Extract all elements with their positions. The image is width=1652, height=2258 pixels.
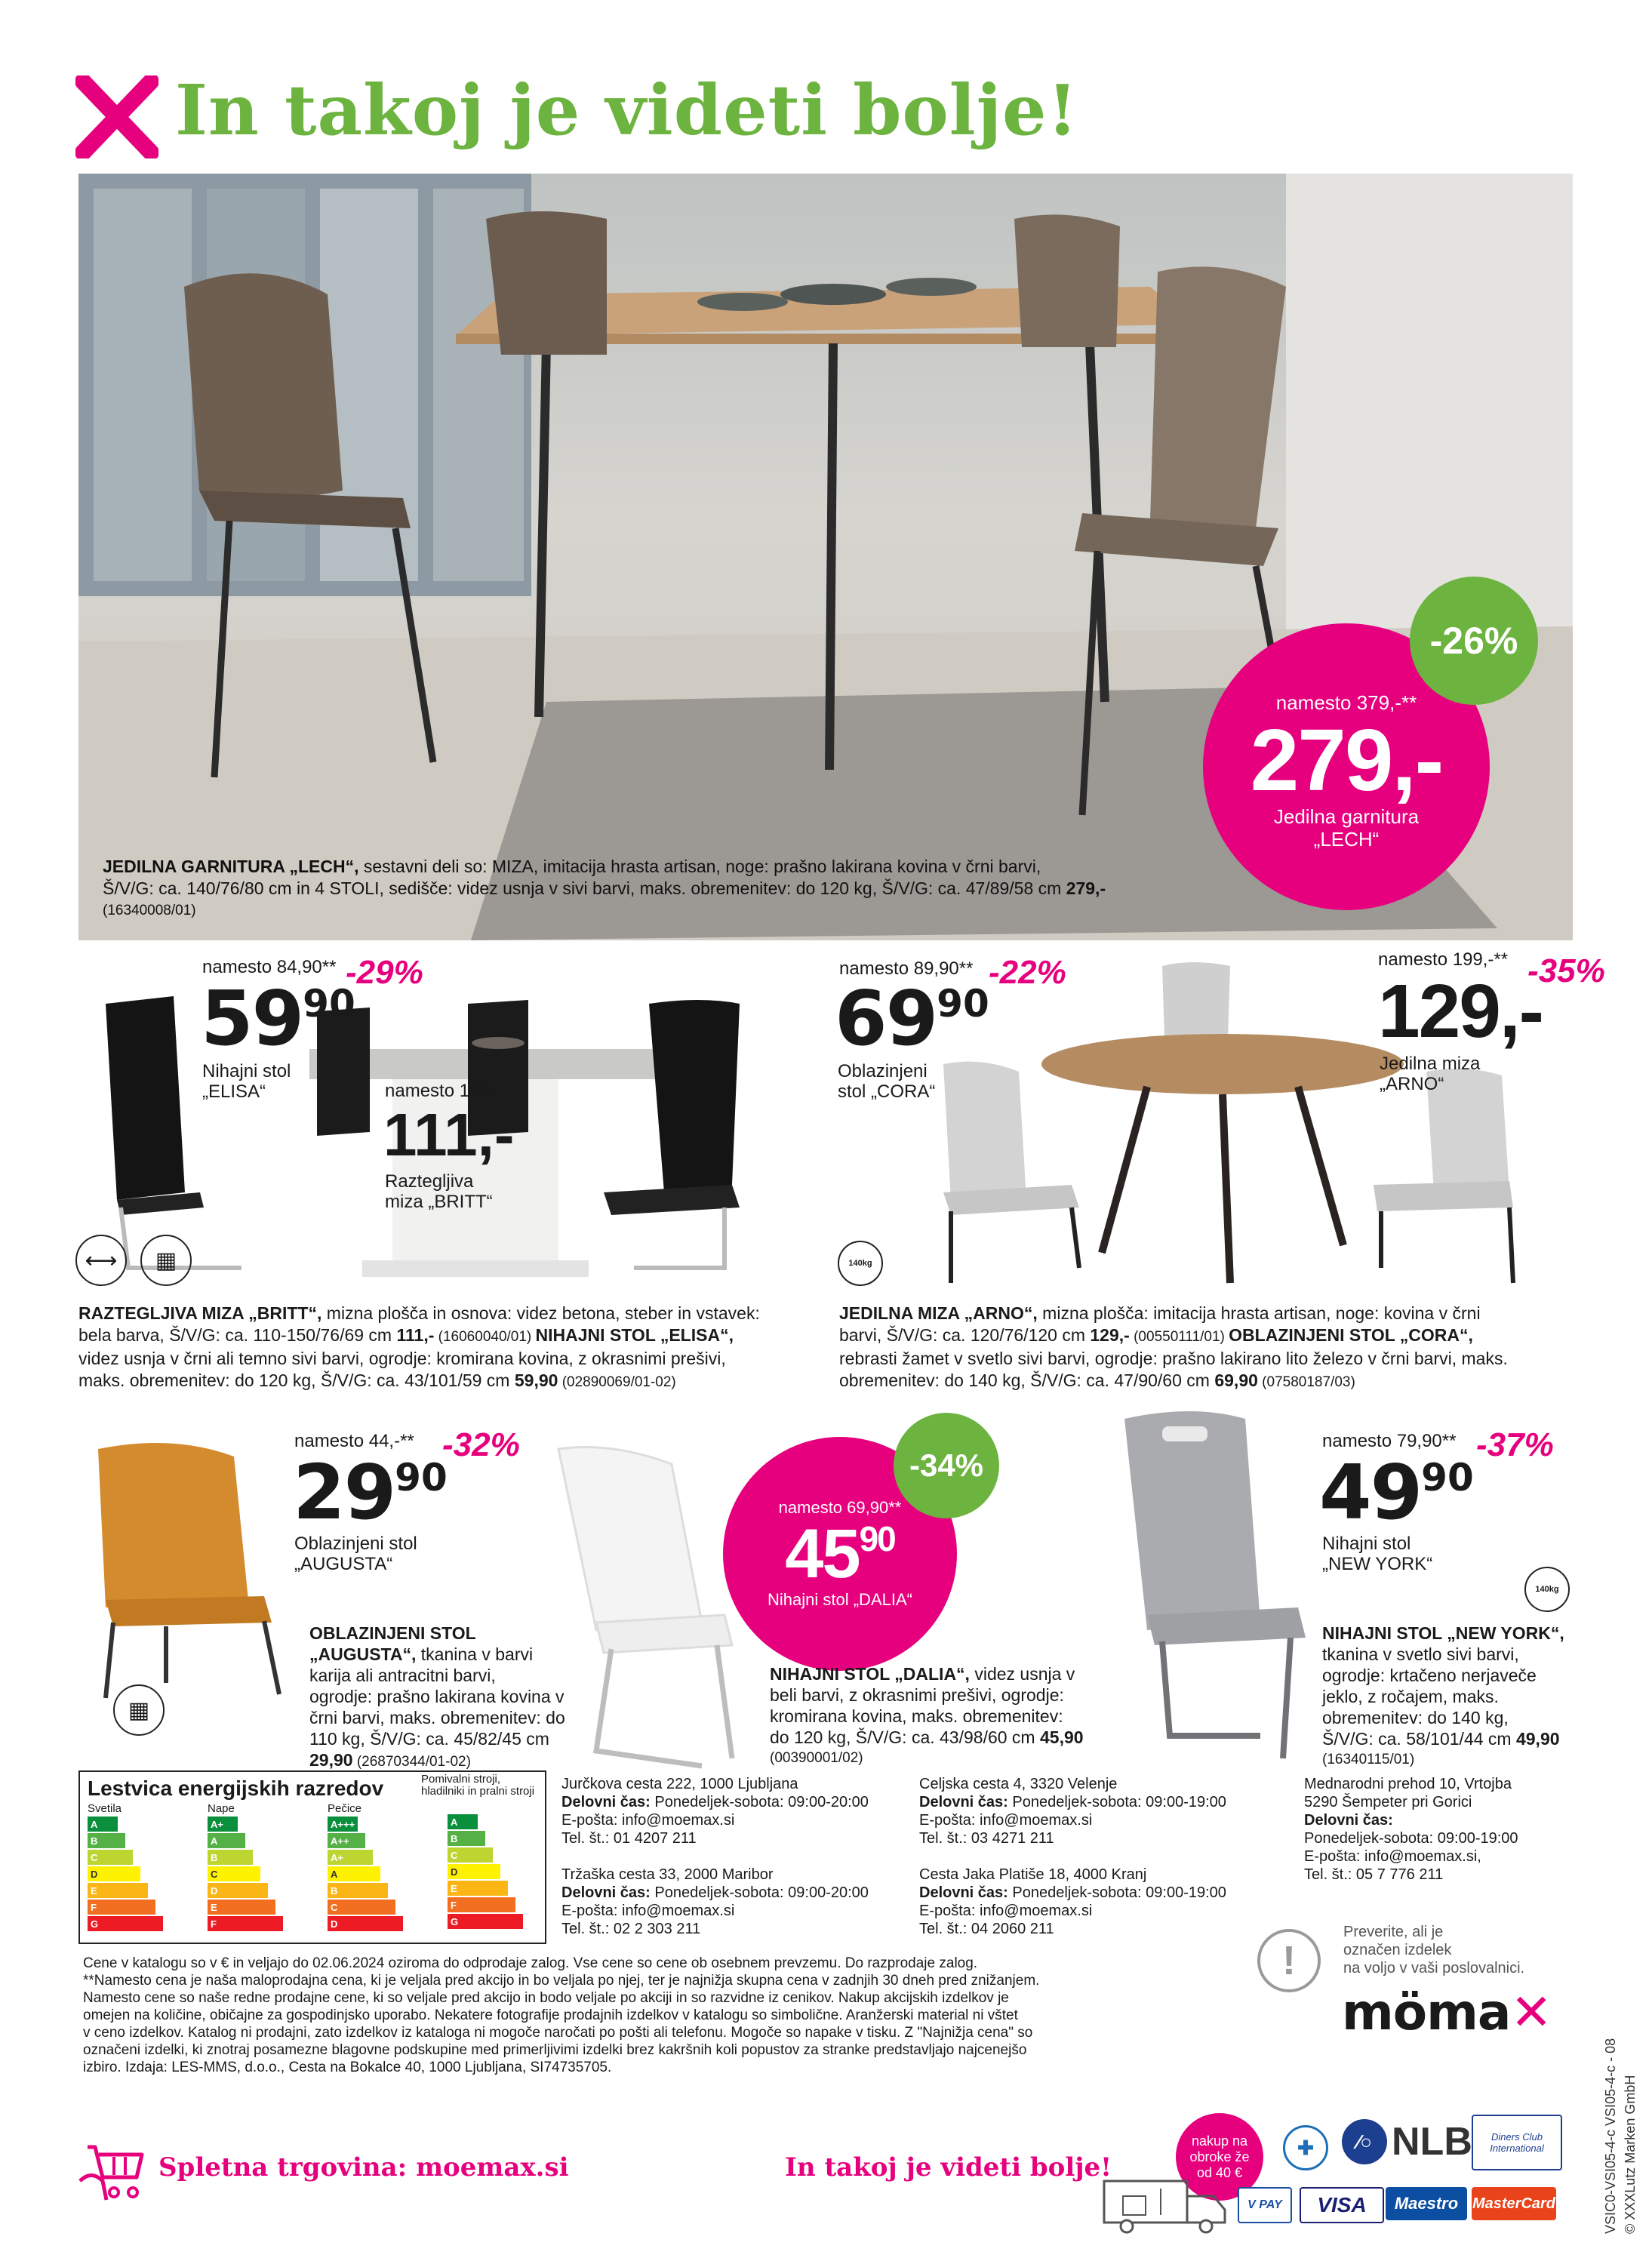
store-kranj-hours-label: Delovni čas: [919,1884,1008,1901]
cora-discount: -22% [989,954,1066,991]
footnote-line5: v ceno izdelkov. Katalog ni prodajni, zato izdelkov iz kataloga ni mogoče naročati po pošti ali telefonu. Mogoče so napake v tisku. Z "Najnižja cena" so [83,2025,1033,2041]
arno-name [1380,1054,1480,1094]
energy-class-bar: C [328,1900,395,1915]
newyork-desc-line5: Š/V/G: ca. 58/101/44 cm [1322,1729,1516,1749]
nlb-symbol-icon: ∕○ [1342,2119,1387,2164]
hero-desc-line2: Š/V/G: ca. 140/76/80 cm in 4 STOLI, sedišče: videz usnja v sivi barvi, maks. obremenitev: do 120 kg, Š/V/G: ca. 47/89/58 cm [103,878,1066,898]
arno-discount: -35% [1527,952,1605,989]
store-sempeter-phone[interactable]: Tel. št.: 05 7 776 211 [1304,1866,1444,1883]
store-ljubljana-address: Jurčkova cesta 222, 1000 Ljubljana [561,1776,798,1792]
elisa-discount: -29% [346,954,423,991]
footnote-line4: omejen na količine, običajne za gospodinjsko uporabo. Nekatere fotografije prodajnih izdelkov v katalogu so simbolične. Aranžerski material ni vštet [83,2007,1018,2023]
energy-label-box [78,1770,546,1944]
newyork-name [1322,1534,1432,1574]
cora-desc-title: OBLAZINJENI STOL „CORA“, [1229,1325,1473,1345]
hero-name-line2: „LECH“ [1313,827,1380,851]
energy-scale-pecice [328,1817,417,1931]
elisa-desc-code: (02890069/01-02) [558,1374,676,1390]
newyork-name-line2: „NEW YORK“ [1322,1554,1433,1574]
store-ljubljana-email[interactable]: E-pošta: info@moemax.si [561,1812,735,1829]
elisa-was-price: namesto 84,90** [202,957,337,977]
augusta-desc-line6: 110 kg, Š/V/G: ca. 45/82/45 cm [309,1729,549,1749]
dalia-desc-line1: videz usnja v [969,1664,1075,1684]
newyork-desc-line4: obremenitev: do 140 kg, [1322,1708,1509,1727]
newyork-was-price: namesto 79,90** [1322,1431,1457,1451]
britt-desc-line1: mizna plošča in osnova: videz betona, steber in vstavek: [321,1303,760,1323]
britt-price: 111,- [383,1101,515,1168]
energy-col-pecice: Pečice [328,1802,362,1815]
energy-class-bar: E [448,1881,508,1896]
energy-class-bar: A+ [328,1850,373,1865]
newyork-desc-line2: ogrodje: krtačeno nerjaveče [1322,1666,1537,1685]
store-sempeter-address2: 5290 Šempeter pri Gorici [1304,1794,1472,1810]
elisa-desc-line3: videz usnja v črni ali temno sivi barvi, ogrodje: kromirana kovina, z okrasnimi prešivi, [78,1349,726,1368]
store-sempeter-hours-label: Delovni čas: [1304,1812,1393,1829]
footer-slogan: In takoj je videti bolje! [785,2152,1112,2183]
store-kranj-phone[interactable]: Tel. št.: 04 2060 211 [919,1921,1054,1937]
elisa-name-line1: Nihajni stol [202,1061,291,1081]
britt-name-line2: miza „BRITT“ [385,1192,493,1212]
energy-scale-svetila [88,1817,177,1931]
store-velenje [919,1775,1266,1847]
store-sempeter [1304,1775,1598,1884]
weight-140kg-icon: 140kg [838,1241,883,1286]
energy-class-bar: A [208,1833,245,1848]
newyork-name-line1: Nihajni stol [1322,1534,1411,1554]
energy-class-bar: E [208,1900,275,1915]
dalia-desc-line3: kromirana kovina, maks. obremenitev: [770,1706,1063,1726]
footnote-line6: označeni izdelki, ki znotraj posamezne blagovne podskupine med primerljivimi izdelki brez kakršnih koli popustov za stranke predstavljajo najcenejšo [83,2042,1027,2058]
catalog-code: VSIC0-VSI05-4-c VSI05-4-c - 08 [1603,2038,1618,2234]
newyork-discount: -37% [1476,1426,1554,1463]
online-shop-url[interactable]: moemax.si [416,2152,569,2183]
augusta-desc-line2: tkanina v barvi [416,1644,534,1664]
weight-140kg-icon-2: 140kg [1524,1567,1570,1612]
elisa-desc-line4: maks. obremenitev: do 120 kg, Š/V/G: ca. 43/101/59 cm [78,1370,515,1390]
footnote-line7: izbiro. Izdaja: LES-MMS, d.o.o., Cesta na Bokalce 40, 1000 Ljubljana, SI74735705. [83,2060,612,2075]
store-velenje-email[interactable]: E-pošta: info@moemax.si [919,1812,1093,1829]
energy-class-bar: E [88,1883,148,1898]
hero-desc-price: 279,- [1066,878,1106,898]
energy-col-nape: Nape [208,1802,235,1815]
energy-scale-nape [208,1817,297,1931]
augusta-price-dec: 90 [395,1456,448,1500]
dalia-desc-line4: do 120 kg, Š/V/G: ca. 43/98/60 cm [770,1727,1040,1747]
color-variants-icon: ▦ [140,1235,192,1286]
dalia-desc-line2: beli barvi, z okrasnimi prešivi, ogrodje: [770,1685,1064,1705]
elisa-desc-price: 59,90 [514,1370,558,1390]
dalia-price-dec: 90 [859,1519,895,1558]
hero-desc-code: (16340008/01) [103,903,196,918]
augusta-desc-line4: ogrodje: prašno lakirana kovina v [309,1687,565,1706]
hero-price: 279,- [1250,710,1443,809]
vpay-logo: V PAY [1238,2187,1292,2223]
newyork-desc-title: NIHAJNI STOL „NEW YORK“, [1322,1623,1564,1643]
hero-name-line1: Jedilna garnitura [1273,804,1420,828]
elisa-price [201,974,355,1063]
store-kranj [919,1866,1266,1938]
brand-x-icon [75,75,158,158]
check-availability-note [1343,1923,1524,1977]
newyork-price-int: 49 [1319,1448,1422,1537]
newyork-desc-line1: tkanina v svetlo sivi barvi, [1322,1644,1519,1664]
augusta-discount: -32% [442,1426,520,1463]
dalia-price [785,1515,895,1592]
store-maribor [561,1866,909,1938]
store-ljubljana-hours-label: Delovni čas: [561,1794,651,1810]
store-velenje-hours: Ponedeljek-sobota: 09:00-19:00 [1008,1794,1226,1810]
energy-class-bar: F [208,1916,283,1931]
elisa-name-line2: „ELISA“ [202,1081,266,1102]
arno-description [839,1303,1579,1393]
augusta-desc-line5: črni barvi, maks. obremenitev: do [309,1708,565,1727]
visa-logo: VISA [1300,2187,1384,2223]
cora-price-dec: 90 [937,982,989,1026]
augusta-name-line2: „AUGUSTA“ [294,1554,393,1574]
energy-class-bar: C [448,1847,493,1863]
hero-desc-title: JEDILNA GARNITURA „LECH“, [103,857,359,876]
cora-name [838,1061,935,1102]
newyork-desc-price: 49,90 [1515,1729,1560,1749]
energy-class-bar: D [88,1866,140,1881]
cora-desc-price: 69,90 [1214,1370,1258,1390]
hero-was-price: namesto 379,-** [1275,691,1417,714]
info-exclamation-icon: ! [1257,1929,1321,1992]
britt-desc-code: (16060040/01) [434,1329,536,1345]
energy-class-bar: D [448,1864,500,1879]
newyork-price-dec: 90 [1421,1456,1474,1500]
arno-desc-line1: mizna plošča: imitacija hrasta artisan, noge: kovina v črni [1037,1303,1481,1323]
newyork-chair-illustration [1109,1404,1321,1781]
store-sempeter-email[interactable]: E-pošta: info@moemax.si, [1304,1848,1481,1865]
newyork-description [1322,1623,1624,1770]
store-velenje-phone[interactable]: Tel. št.: 03 4271 211 [919,1830,1054,1847]
store-ljubljana [561,1775,909,1847]
augusta-desc-line3: karija ali antracitni barvi, [309,1666,496,1685]
cora-desc-line4: obremenitev: do 140 kg, Š/V/G: ca. 47/90/60 cm [839,1370,1215,1390]
store-sempeter-hours: Ponedeljek-sobota: 09:00-19:00 [1304,1830,1518,1847]
augusta-price-int: 29 [293,1448,395,1537]
energy-class-bar: B [448,1831,485,1846]
arno-was-price: namesto 199,-** [1378,949,1509,970]
newyork-desc-code: (16340115/01) [1322,1752,1415,1767]
augusta-chair-illustration [83,1434,309,1706]
hero-desc-line1: sestavni deli so: MIZA, imitacija hrasta artisan, noge: prašno lakirana kovina v črni barvi, [358,857,1041,876]
installment-scheme-icon: ✚ [1283,2125,1328,2170]
store-ljubljana-phone[interactable]: Tel. št.: 01 4207 211 [561,1830,697,1847]
energy-class-bar: D [208,1883,268,1898]
energy-col-svetila: Svetila [88,1802,122,1815]
energy-class-bar: G [88,1916,163,1931]
elisa-price-int: 59 [201,974,303,1063]
store-kranj-address: Cesta Jaka Platiše 18, 4000 Kranj [919,1866,1147,1883]
cora-price [835,974,989,1063]
delivery-truck-icon [1100,2173,1229,2234]
energy-title: Lestvica energijskih razredov [88,1777,384,1800]
augusta-was-price: namesto 44,-** [294,1431,414,1451]
energy-class-bar: A [88,1817,118,1832]
augusta-desc-price: 29,90 [309,1750,353,1770]
legal-footnote [83,1955,1155,2076]
store-maribor-hours: Ponedeljek-sobota: 09:00-20:00 [650,1884,869,1901]
store-sempeter-address1: Mednarodni prehod 10, Vrtojba [1304,1776,1512,1792]
elisa-desc-title: NIHAJNI STOL „ELISA“, [535,1325,734,1345]
cora-name-line2: stol „CORA“ [838,1081,936,1102]
maestro-logo: Maestro [1386,2187,1467,2220]
newyork-desc-line3: jeklo, z ročajem, maks. [1322,1687,1499,1706]
hero-discount-badge: -26% [1410,577,1538,705]
cora-price-int: 69 [835,974,937,1063]
moemax-logo-x: ✕ [1510,1983,1552,2041]
installment-line1: nakup na [1191,2133,1248,2149]
arno-name-line2: „ARNO“ [1380,1074,1444,1094]
store-maribor-hours-label: Delovni čas: [561,1884,651,1901]
energy-class-bar: B [328,1883,388,1898]
augusta-name [294,1534,417,1574]
shopping-cart-hand-icon [72,2136,148,2204]
britt-name-line1: Raztegljiva [385,1171,474,1192]
energy-class-bar: A+ [208,1817,238,1832]
store-velenje-address: Celjska cesta 4, 3320 Velenje [919,1776,1118,1792]
moemax-logo[interactable] [1342,1983,1552,2041]
energy-class-bar: F [448,1897,515,1912]
hero-description [103,856,1280,921]
augusta-desc-title2: „AUGUSTA“, [309,1644,417,1664]
dalia-desc-price: 45,90 [1039,1727,1084,1747]
augusta-desc-code: (26870344/01-02) [352,1754,471,1770]
energy-class-bar: F [88,1900,155,1915]
diners-club-logo: Diners Club International [1472,2115,1562,2170]
store-maribor-phone[interactable]: Tel. št.: 02 2 303 211 [561,1921,701,1937]
dalia-was-price: namesto 69,90** [778,1498,902,1517]
footnote-line1: Cene v katalogu so v € in veljajo do 02.06.2024 oziroma do odprodaje zalog. Vse cene so cene ob osebnem prevzemu. Do razprodaje zalog. [83,1955,978,1971]
footnote-line2: **Namesto cena je naša maloprodajna cena, ki je veljala pred akcijo in bo veljala po njej, ter je najnižja skupna cena v zadnjih 30 dneh pred znižanjem. [83,1973,1040,1989]
extendable-icon: ⟷ [75,1235,127,1286]
cora-was-price: namesto 89,90** [839,958,974,979]
cora-desc-code: (07580187/03) [1257,1374,1355,1390]
mastercard-logo: MasterCard [1472,2187,1556,2220]
check-line3: na voljo v vaši poslovalnici. [1343,1960,1525,1977]
arno-price: 129,- [1378,969,1543,1054]
cora-desc-line3: rebrasti žamet v svetlo sivi barvi, ogrodje: prašno lakirano lito železo v črni barvi, maks. [839,1349,1508,1368]
store-maribor-email[interactable]: E-pošta: info@moemax.si [561,1903,735,1919]
online-shop-label: Spletna trgovina: [158,2152,408,2183]
energy-class-bar: A++ [328,1833,365,1848]
elisa-name [202,1061,291,1102]
energy-side-note: Pomivalni stroji, hladilniki in pralni stroji [421,1773,535,1798]
energy-class-bar: A [448,1814,478,1829]
color-variants-icon-2: ▦ [113,1684,165,1736]
elisa-price-dec: 90 [303,982,355,1026]
britt-desc-line2: bela barva, Š/V/G: ca. 110-150/76/69 cm [78,1325,397,1345]
nlb-logo: NLB [1392,2120,1472,2164]
augusta-desc-title1: OBLAZINJENI STOL [309,1623,476,1643]
britt-desc-price: 111,- [396,1325,435,1345]
check-line2: označen izdelek [1343,1942,1452,1958]
store-maribor-address: Tržaška cesta 33, 2000 Maribor [561,1866,774,1883]
moemax-logo-text: möma [1342,1983,1511,2041]
arno-desc-title: JEDILNA MIZA „ARNO“, [839,1303,1038,1323]
augusta-price [293,1448,448,1537]
britt-description [78,1303,826,1393]
store-ljubljana-hours: Ponedeljek-sobota: 09:00-20:00 [650,1794,869,1810]
arno-desc-price: 129,- [1090,1325,1130,1345]
augusta-name-line1: Oblazinjeni stol [294,1534,417,1554]
installment-line3: od 40 € [1196,2164,1243,2180]
cora-name-line1: Oblazinjeni [838,1061,928,1081]
footnote-line3: Namesto cene so naše redne prodajne cene, ki so veljale pred akcijo in bodo veljale po akciji in so razvidne iz cenikov. Nakup akcijskih izdelkov je [83,1990,1009,2006]
energy-class-bar: A [328,1866,380,1881]
copyright-note: © XXXLutz Marken GmbH [1623,2075,1638,2234]
store-kranj-email[interactable]: E-pošta: info@moemax.si [919,1903,1093,1919]
arno-desc-code: (00550111/01) [1129,1329,1229,1345]
check-line1: Preverite, ali je [1343,1924,1444,1940]
page-headline: In takoj je videti bolje! [175,69,1078,151]
online-shop-link[interactable] [158,2152,569,2183]
energy-class-bar: A+++ [328,1817,358,1832]
dalia-discount-badge: -34% [894,1413,999,1518]
energy-class-bar: B [88,1833,125,1848]
energy-class-bar: G [448,1914,523,1929]
dalia-desc-code: (00390001/02) [770,1750,863,1766]
arno-name-line1: Jedilna miza [1380,1054,1481,1074]
energy-class-bar: B [208,1850,253,1865]
energy-scale-appliances [448,1814,537,1929]
britt-name [385,1171,493,1212]
dalia-name: Nihajni stol „DALIA“ [768,1590,912,1609]
dalia-price-int: 45 [785,1515,860,1592]
store-kranj-hours: Ponedeljek-sobota: 09:00-19:00 [1008,1884,1226,1901]
dalia-desc-title: NIHAJNI STOL „DALIA“, [770,1664,970,1684]
arno-desc-line2: barvi, Š/V/G: ca. 120/76/120 cm [839,1325,1091,1345]
britt-was-price: namesto 169,- [385,1081,501,1101]
energy-class-bar: D [328,1916,403,1931]
newyork-price [1319,1448,1474,1537]
energy-class-bar: C [208,1866,260,1881]
britt-desc-title: RAZTEGLJIVA MIZA „BRITT“, [78,1303,322,1323]
dalia-description [770,1663,1117,1769]
store-velenje-hours-label: Delovni čas: [919,1794,1008,1810]
energy-class-bar: C [88,1850,133,1865]
installment-line2: obroke že [1189,2149,1250,2164]
